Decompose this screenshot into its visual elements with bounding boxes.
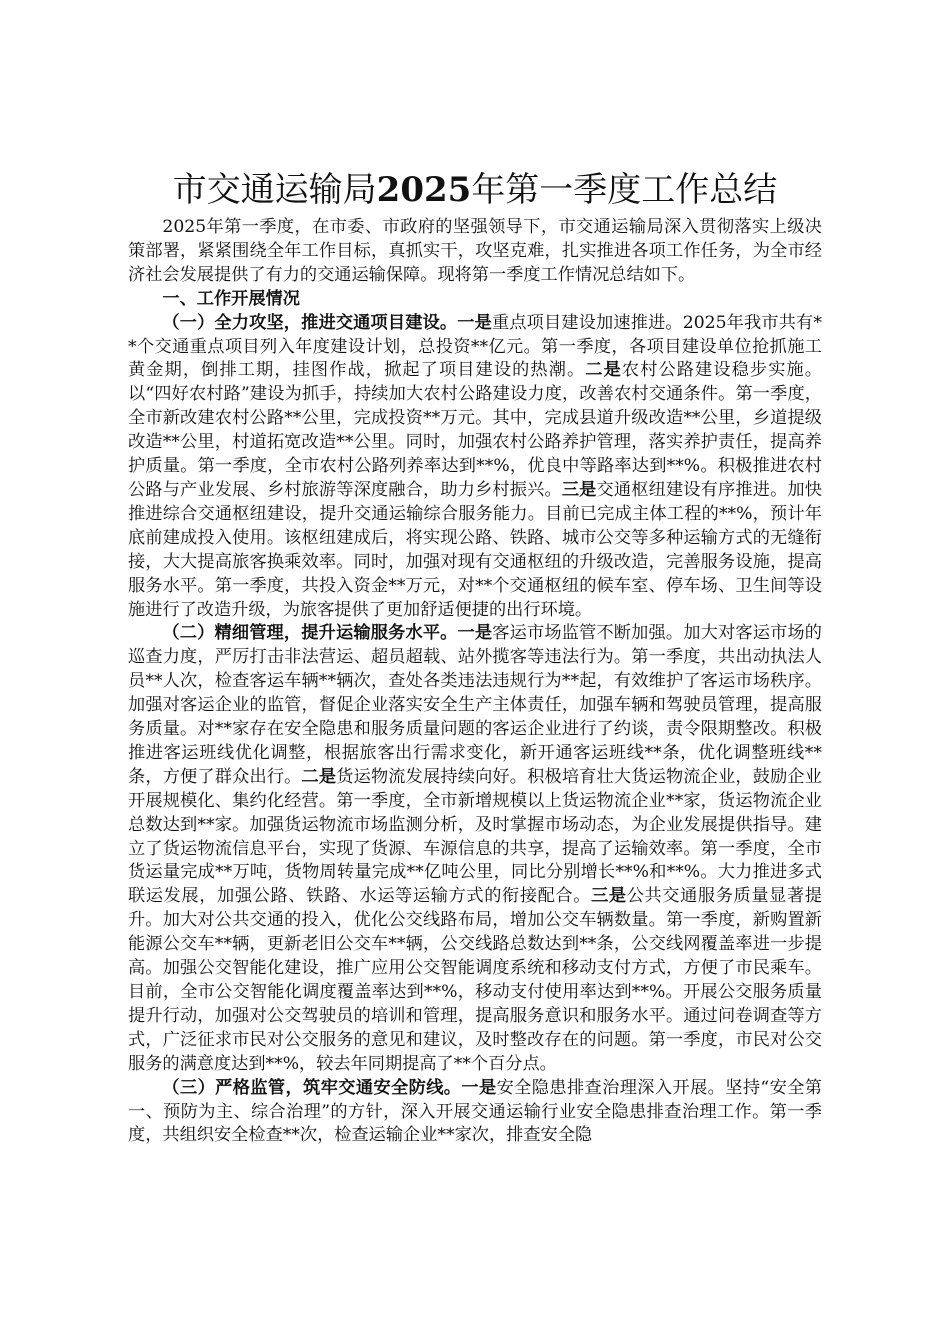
section-heading: 一、工作开展情况 bbox=[162, 288, 300, 309]
point-marker: 一是 bbox=[457, 623, 493, 644]
paragraph-project-construction bbox=[128, 312, 822, 623]
point-marker: 一是 bbox=[457, 312, 492, 333]
title-prefix: 市交通运输局 bbox=[172, 170, 377, 210]
paragraph-lead: （二）精细管理，提升运输服务水平。 bbox=[162, 623, 458, 644]
document-title bbox=[128, 168, 822, 212]
paragraph-traffic-safety bbox=[128, 1077, 822, 1149]
paragraph-text: 农村公路建设稳步实施。以“四好农村路”建设为抓手，持续加大农村公路建设力度，改善农村交通条件。第一季度，全市新改建农村公路**公里，完成投资**万元。其中，完成县道升级改造**公里，乡道提级改造**公里，村道拓宽改造**公里。同时，加强农村公路养护管理，落实养护责任，提高养护质量。第一季度，全市农村公路列养率达到**%，优良中等路率达到**%。积极推进农村公路与产业发展、乡村旅游等深度融合，助力乡村振兴。 bbox=[128, 360, 822, 500]
paragraph-text: 重点项目建设加速推进。2025年我市共有**个交通重点项目列入年度建设计划，总投资**亿元。第一季度，各项目建设单位抢抓施工黄金期，倒排工期，挂图作战，掀起了项目建设的热潮。 bbox=[128, 312, 822, 381]
title-suffix: 年第一季度工作总结 bbox=[471, 170, 778, 210]
paragraph-lead: （一）全力攻坚，推进交通项目建设。 bbox=[162, 312, 458, 333]
point-marker: 二是 bbox=[301, 766, 337, 787]
paragraph-text: 货运物流发展持续向好。积极培育壮大货运物流企业，鼓励企业开展规模化、集约化经营。第一季度，全市新增规模以上货运物流企业**家，货运物流企业总数达到**家。加强货运物流市场监测分析，及时掌握市场动态，为企业发展提供指导。建立了货运物流信息平台，实现了货源、车源信息的共享，提高了运输效率。第一季度，全市货运量完成**万吨，货物周转量完成**亿吨公里，同比分别增长**%和**%。大力推进多式联运发展，加强公路、铁路、水运等运输方式的衔接配合。 bbox=[128, 766, 822, 907]
point-marker: 一是 bbox=[461, 1077, 497, 1098]
paragraph-text: 安全隐患排查治理深入开展。坚持“安全第一、预防为主、综合治理”的方针，深入开展交通运输行业安全隐患排查治理工作。第一季度，共组织安全检查**次，检查运输企业**家次，排查安全隐 bbox=[128, 1077, 822, 1146]
paragraph-text: 交通枢纽建设有序推进。加快推进综合交通枢纽建设，提升交通运输综合服务能力。目前已完成主体工程的**%，预计年底前建成投入使用。该枢纽建成后，将实现公路、铁路、城市公交等多种运输方式的无缝衔接，大大提高旅客换乘效率。同时，加强对现有交通枢纽的升级改造，完善服务设施，提高服务水平。第一季度，共投入资金**万元，对**个交通枢纽的候车室、停车场、卫生间等设施进行了改造升级，为旅客提供了更加舒适便捷的出行环境。 bbox=[128, 479, 822, 620]
title-year: 2025 bbox=[376, 170, 472, 210]
point-marker: 三是 bbox=[561, 479, 597, 500]
paragraph-text: 客运市场监管不断加强。加大对客运市场的巡查力度，严厉打击非法营运、超员超载、站外揽客等违法行为。第一季度，共出动执法人员**人次，检查客运车辆**辆次，查处各类违法违规行为**起，有效维护了客运市场秩序。加强对客运企业的监管，督促企业落实安全生产主体责任，加强车辆和驾驶员管理，提高服务质量。对**家存在安全隐患和服务质量问题的客运企业进行了约谈，责令限期整改。积极推进客运班线优化调整，根据旅客出行需求变化，新开通客运班线**条，优化调整班线**条，方便了群众出行。 bbox=[128, 623, 822, 787]
paragraph-text: 公共交通服务质量显著提升。加大对公共交通的投入，优化公交线路布局，增加公交车辆数量。第一季度，新购置新能源公交车**辆，更新老旧公交车**辆，公交线路总数达到**条，公交线网覆盖率进一步提高。加强公交智能化建设，推广应用公交智能调度系统和移动支付方式，方便了市民乘车。目前，全市公交智能化调度覆盖率达到**%，移动支付使用率达到**%。开展公交服务质量提升行动，加强对公交驾驶员的培训和管理，提高服务意识和服务水平。通过问卷调查等方式，广泛征求市民对公交服务的意见和建议，及时整改存在的问题。第一季度，市民对公交服务的满意度达到**%，较去年同期提高了**个百分点。 bbox=[128, 886, 822, 1074]
paragraph-transport-service bbox=[128, 622, 822, 1076]
paragraph-lead: （三）严格监管，筑牢交通安全防线。 bbox=[162, 1077, 462, 1098]
point-marker: 三是 bbox=[591, 886, 627, 907]
point-marker: 二是 bbox=[585, 360, 622, 381]
intro-paragraph: 2025年第一季度，在市委、市政府的坚强领导下，市交通运输局深入贯彻落实上级决策部署，紧紧围绕全年工作目标，真抓实干，攻坚克难，扎实推进各项工作任务，为全市经济社会发展提供了有力的交通运输保障。现将第一季度工作情况总结如下。 bbox=[128, 217, 822, 285]
document-page bbox=[128, 168, 822, 1148]
